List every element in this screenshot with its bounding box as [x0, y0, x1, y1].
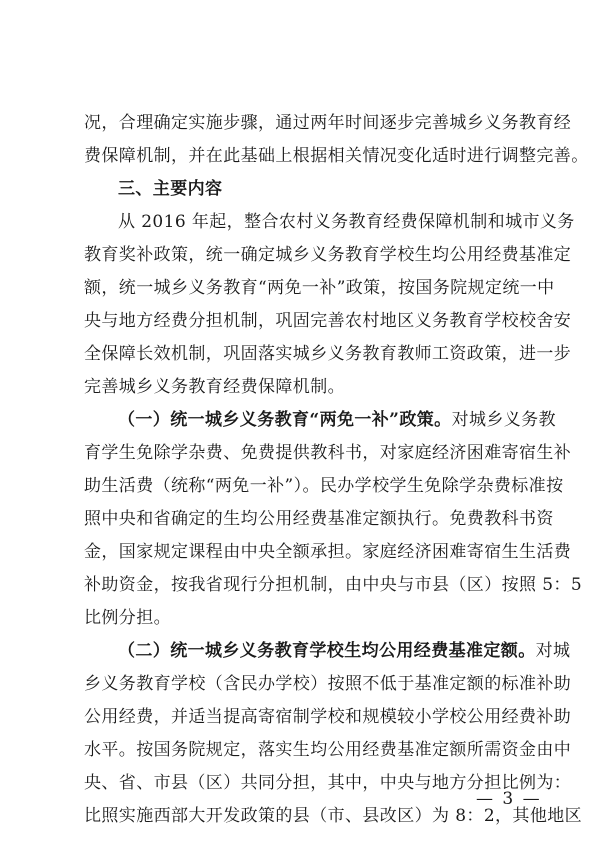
text-line: 比照实施西部大开发政策的县（市、县改区）为 8：2，其他地区 — [84, 806, 583, 826]
text-line: 教育奖补政策，统一确定城乡义务教育学校生均公用经费基准定 — [84, 245, 572, 265]
subsection-line — [118, 409, 554, 431]
text-line: 央与地方经费分担机制，巩固完善农村地区义务教育学校校舍安 — [84, 311, 572, 331]
subsection-line — [118, 640, 571, 662]
text-line: 金，国家规定课程由中央全额承担。家庭经济困难寄宿生生活费 — [84, 542, 572, 562]
text-line: 比例分担。 — [84, 608, 171, 628]
text-line: 育学生免除学杂费、免费提供教科书，对家庭经济困难寄宿生补 — [84, 443, 572, 463]
text-line: 全保障长效机制，巩固落实城乡义务教育教师工资政策，进一步 — [84, 344, 572, 364]
text-line: 完善城乡义务教育经费保障机制。 — [84, 377, 345, 397]
text-line: 从 2016 年起，整合农村义务教育经费保障机制和城市义务 — [118, 212, 575, 232]
text-line: 水平。按国务院规定，落实生均公用经费基准定额所需资金由中 — [84, 740, 572, 760]
subsection-heading: （二）统一城乡义务教育学校生均公用经费基准定额。 — [118, 641, 536, 661]
page-number: — 3 — — [476, 789, 542, 809]
text-span: 对城乡义务教 — [451, 410, 556, 430]
text-line: 公用经费，并适当提高寄宿制学校和规模较小学校公用经费补助 — [84, 707, 572, 727]
text-line: 补助资金，按我省现行分担机制，由中央与市县（区）按照 5：5 — [84, 575, 583, 595]
text-line: 费保障机制，并在此基础上根据相关情况变化适时进行调整完善。 — [84, 146, 589, 166]
section-heading: 三、主要内容 — [118, 179, 223, 199]
subsection-heading: （一）统一城乡义务教育“两免一补”政策。 — [118, 410, 452, 430]
text-line: 乡义务教育学校（含民办学校）按照不低于基准定额的标准补助 — [84, 674, 572, 694]
text-line: 央、省、市县（区）共同分担，其中，中央与地方分担比例为： — [84, 773, 572, 793]
text-line: 况，合理确定实施步骤，通过两年时间逐步完善城乡义务教育经 — [84, 113, 572, 133]
text-line: 额，统一城乡义务教育“两免一补”政策，按国务院规定统一中 — [84, 278, 555, 298]
text-line: 助生活费（统称“两免一补”）。民办学校学生免除学杂费标准按 — [84, 476, 564, 496]
text-span: 对城 — [535, 641, 571, 661]
text-line: 照中央和省确定的生均公用经费基准定额执行。免费教科书资 — [84, 509, 554, 529]
